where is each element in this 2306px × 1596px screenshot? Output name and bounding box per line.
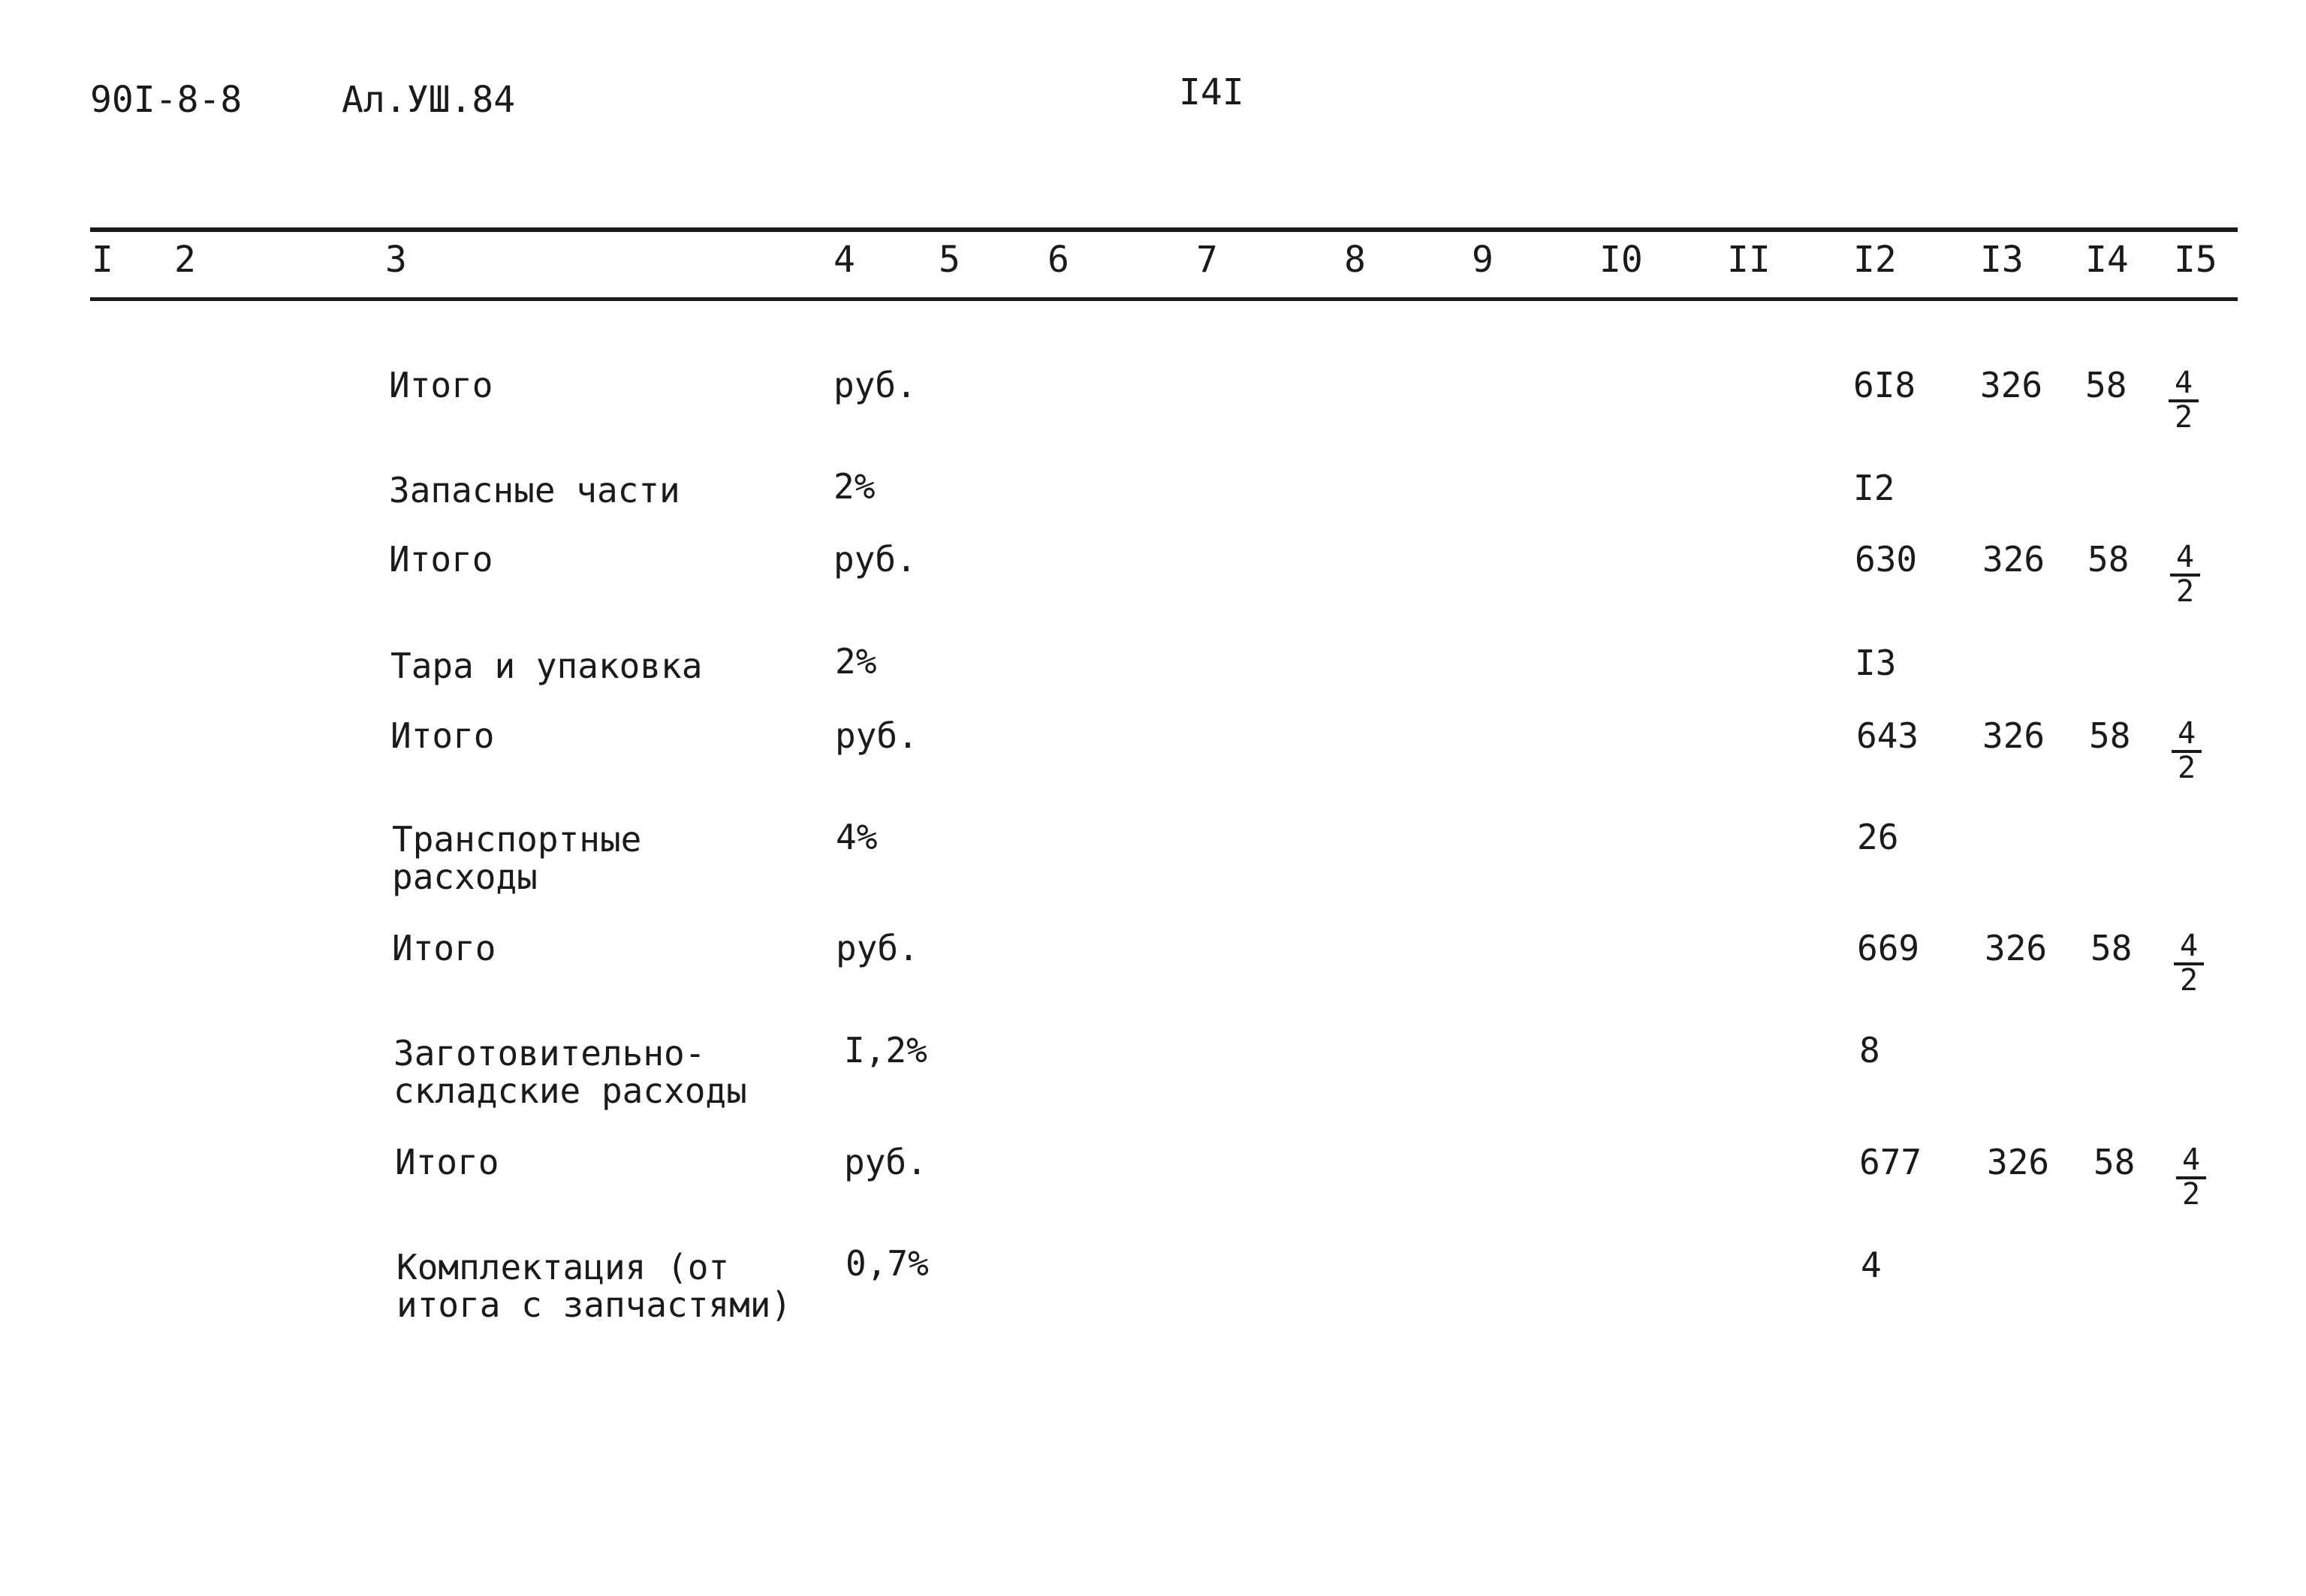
row-col-15-fraction [2172, 718, 2202, 783]
row-col-13: 326 [1985, 928, 2048, 968]
row-col-12: 26 [1857, 817, 1899, 857]
row-col-14: 58 [2093, 1142, 2136, 1182]
page-number: I4I [1179, 71, 1244, 113]
document-code: 90I-8-8 [90, 79, 243, 121]
row-col-13: 326 [1982, 539, 2045, 580]
row-col-13: 326 [1987, 1142, 2050, 1182]
row-unit: руб. [833, 539, 917, 580]
column-number: II [1727, 239, 1771, 281]
row-unit: 0,7% [846, 1243, 929, 1284]
row-name: Итого [389, 365, 493, 405]
row-col-12: 677 [1859, 1142, 1922, 1182]
column-number: I0 [1599, 239, 1643, 281]
row-col-13: 326 [1980, 365, 2043, 405]
table-top-rule [90, 227, 2238, 232]
column-number: I5 [2174, 239, 2217, 281]
row-unit: 4% [836, 817, 878, 857]
fraction-denominator: 2 [2181, 1177, 2201, 1212]
row-col-12: 643 [1856, 715, 1919, 756]
row-unit: 2% [835, 641, 877, 682]
row-col-12: 6I8 [1853, 365, 1916, 405]
row-name: Заготовительно- складские расходы [393, 1033, 747, 1111]
column-number: 4 [833, 239, 855, 281]
row-col-12: I2 [1853, 468, 1895, 508]
fraction-denominator: 2 [2179, 963, 2199, 998]
fraction-numerator: 4 [2174, 931, 2204, 965]
row-col-14: 58 [2089, 715, 2131, 756]
row-name: Комплектация (от итога с запчастями) [396, 1247, 792, 1325]
fraction-numerator: 4 [2170, 542, 2200, 577]
column-number: 6 [1047, 239, 1069, 281]
column-number: I2 [1853, 239, 1897, 281]
row-name: Итого [390, 715, 495, 756]
column-number: 7 [1196, 239, 1218, 281]
row-col-12: 669 [1857, 928, 1920, 968]
column-number: I [92, 239, 113, 281]
row-name: Запасные части [389, 470, 680, 510]
row-unit: руб. [844, 1142, 927, 1182]
column-number: 3 [385, 239, 407, 281]
fraction-numerator: 4 [2169, 368, 2199, 402]
row-unit: руб. [833, 365, 917, 405]
row-col-12: 630 [1855, 539, 1918, 580]
column-number: 5 [939, 239, 960, 281]
column-number: 8 [1344, 239, 1366, 281]
table-header-rule [90, 297, 2238, 301]
column-number: 9 [1472, 239, 1494, 281]
row-name: Итого [389, 539, 493, 580]
row-col-15-fraction [2174, 929, 2204, 998]
fraction-denominator: 2 [2174, 400, 2193, 435]
row-unit: I,2% [844, 1030, 927, 1071]
row-col-14: 58 [2085, 365, 2127, 405]
row-unit: руб. [836, 928, 919, 968]
row-name: Итого [395, 1142, 499, 1182]
fraction-numerator: 4 [2172, 718, 2202, 753]
row-col-12: I3 [1855, 643, 1897, 683]
row-col-14: 58 [2090, 928, 2133, 968]
row-unit: руб. [835, 715, 918, 756]
row-col-13: 326 [1982, 715, 2045, 756]
row-unit: 2% [833, 466, 876, 507]
row-col-12: 4 [1861, 1245, 1882, 1285]
fraction-denominator: 2 [2175, 574, 2195, 609]
row-col-14: 58 [2087, 539, 2130, 580]
column-number: 2 [174, 239, 196, 281]
row-name: Тара и упаковка [390, 646, 703, 686]
fraction-denominator: 2 [2177, 751, 2196, 785]
row-name: Итого [392, 928, 496, 968]
row-col-15-fraction [2169, 366, 2199, 435]
album-number: Ал.УШ.84 [342, 79, 516, 121]
row-col-15-fraction [2170, 542, 2200, 607]
column-number: I3 [1980, 239, 2024, 281]
row-col-15-fraction [2176, 1143, 2206, 1212]
fraction-numerator: 4 [2176, 1145, 2206, 1179]
row-name: Транспортные расходы [392, 819, 642, 897]
row-col-12: 8 [1859, 1030, 1880, 1071]
column-number: I4 [2085, 239, 2129, 281]
